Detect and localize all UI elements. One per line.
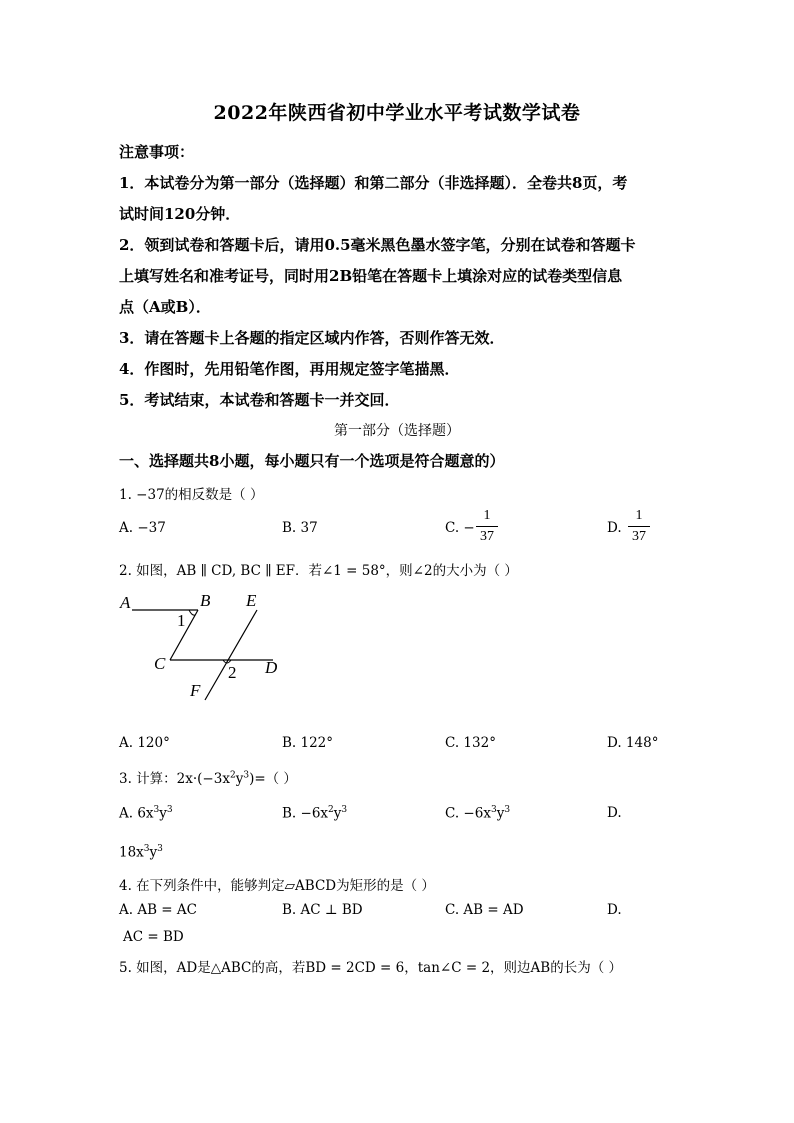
q1-option-d-prefix: D. [607, 520, 622, 536]
notice-4: 4．作图时，先用铅笔作图，再用规定签字笔描黑． [119, 360, 460, 378]
notice-1-line-1: 1．本试卷分为第一部分（选择题）和第二部分（非选择题）．全卷共8页，考 [119, 174, 628, 192]
q2-option-a: A. 120° [119, 735, 170, 751]
notice-heading: 注意事项： [119, 143, 195, 161]
fraction-denominator: 37 [632, 529, 646, 544]
label-b: B [200, 591, 211, 610]
exam-title: 2022年陕西省初中学业水平考试数学试卷 [213, 102, 581, 124]
q3-option-d: D. [607, 805, 622, 821]
q3-option-a: A. $6x^3y^3$ [119, 805, 173, 822]
q1-stem: 1. −37的相反数是（ ） [119, 487, 264, 503]
section1-heading: 一、选择题共8小题，每小题只有一个选项是符合题意的） [119, 452, 505, 470]
q3-option-c: C. $-6x^3y^3$ [445, 805, 511, 822]
q4-option-c: C. AB = AD [445, 902, 524, 918]
q3-stem: 3. 计算：$2x\cdot(-3x^2y^3)=$（ ） [119, 770, 297, 787]
fraction-numerator: 1 [635, 508, 643, 523]
label-f: F [190, 681, 201, 700]
notice-2-line-2: 上填写姓名和准考证号，同时用2B铅笔在答题卡上填涂对应的试卷类型信息 [119, 267, 623, 285]
notice-5: 5．考试结束，本试卷和答题卡一并交回． [119, 391, 400, 409]
q3-option-d-value: $18x^3y^3$ [119, 844, 163, 861]
fraction-denominator: 37 [480, 529, 494, 544]
label-e: E [246, 591, 257, 610]
q4-option-d-value: AC = BD [123, 929, 184, 945]
label-angle-1: 1 [177, 611, 186, 630]
q4-option-a: A. AB = AC [119, 902, 197, 918]
q2-stem: 2. 如图，AB ∥ CD, BC ∥ EF．若∠1 = 58°，则∠2的大小为（ ） [119, 563, 518, 579]
angle-1-arc [189, 610, 195, 615]
q2-option-b: B. 122° [282, 735, 334, 751]
notice-2-line-1: 2．领到试卷和答题卡后，请用0.5毫米黑色墨水签字笔，分别在试卷和答题卡 [119, 236, 636, 254]
line-ef [205, 610, 257, 700]
q1-option-c-fraction [476, 508, 498, 545]
q5-stem: 5. 如图，AD是△ABC的高，若BD = 2CD = 6，tan∠C = 2，则边AB的长为（ ） [119, 960, 622, 976]
label-c: C [154, 654, 166, 673]
q3-stem-prefix: 3. 计算：2x·(−3x [119, 771, 230, 787]
q1-option-a: A. −37 [119, 520, 166, 536]
q4-option-b: B. AC ⊥ BD [282, 902, 363, 918]
q2-geometry-figure [115, 588, 295, 703]
label-a: A [120, 593, 131, 612]
label-angle-2: 2 [228, 663, 237, 682]
q2-option-d: D. 148° [607, 735, 659, 751]
q3-option-b: B. $-6x^2y^3$ [282, 805, 348, 822]
q1-option-c-prefix: C. − [445, 520, 475, 536]
label-d: D [265, 658, 278, 677]
q2-option-c: C. 132° [445, 735, 496, 751]
notice-2-line-3: 点（A或B）． [119, 298, 211, 316]
fraction-numerator: 1 [483, 508, 491, 523]
notice-1-line-2: 试时间120分钟． [119, 205, 241, 223]
part1-heading: 第一部分（选择题） [334, 423, 460, 439]
q1-option-b: B. 37 [282, 520, 318, 536]
q3-stem-suffix: )=（ ） [249, 771, 297, 787]
q4-stem: 4. 在下列条件中，能够判定▱ABCD为矩形的是（ ） [119, 878, 435, 894]
q4-option-d: D. [607, 902, 622, 918]
q1-option-d-fraction [628, 508, 650, 545]
notice-3: 3．请在答题卡上各题的指定区域内作答，否则作答无效． [119, 329, 505, 347]
